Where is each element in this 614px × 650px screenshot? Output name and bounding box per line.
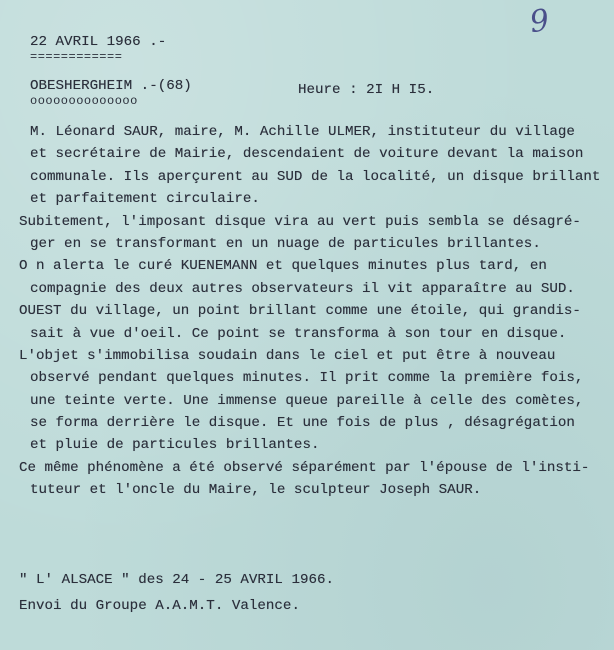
body-line: Ce même phénomène a été observé séparément par l'épouse de l'insti- <box>19 459 590 476</box>
body-line: communale. Ils aperçurent au SUD de la localité, un disque brillant <box>30 168 601 185</box>
body-line: se forma derrière le disque. Et une fois de plus , désagrégation <box>30 415 575 432</box>
body-line: et parfaitement circulaire. <box>30 191 260 208</box>
body-line: et secrétaire de Mairie, descendaient de voiture devant la maison <box>30 146 584 163</box>
body-line: compagnie des deux autres observateurs il vit apparaître au SUD. <box>30 280 575 297</box>
report-body <box>19 121 601 502</box>
handwritten-page-number: 9 <box>527 2 552 41</box>
body-line: tuteur et l'oncle du Maire, le sculpteur Joseph SAUR. <box>30 482 482 499</box>
body-line: ger en se transformant en un nuage de particules brillantes. <box>30 235 541 252</box>
report-location: OBESHERGHEIM .-(68) <box>30 78 192 94</box>
location-underline: oooooooooooooo <box>30 94 138 108</box>
body-line: O n alerta le curé KUENEMANN et quelques minutes plus tard, en <box>19 258 547 275</box>
report-time: Heure : 2I H I5. <box>298 82 435 98</box>
body-line: OUEST du village, un point brillant comme une étoile, qui grandis- <box>19 303 581 320</box>
newspaper-source: " L' ALSACE " des 24 - 25 AVRIL 1966. <box>19 572 335 588</box>
body-line: et pluie de particules brillantes. <box>30 437 320 454</box>
report-date: 22 AVRIL 1966 .- <box>30 34 167 50</box>
body-line: Subitement, l'imposant disque vira au vert puis sembla se désagré- <box>19 213 581 230</box>
date-underline: ============ <box>30 50 123 64</box>
sender-line: Envoi du Groupe A.A.M.T. Valence. <box>19 598 300 614</box>
body-line: M. Léonard SAUR, maire, M. Achille ULMER, instituteur du village <box>30 124 575 140</box>
body-line: L'objet s'immobilisa soudain dans le ciel et put être à nouveau <box>19 347 556 364</box>
body-line: une teinte verte. Une immense queue pareille à celle des comètes, <box>30 392 584 409</box>
body-line: sait à vue d'oeil. Ce point se transforma à son tour en disque. <box>30 325 567 342</box>
body-line: observé pendant quelques minutes. Il prit comme la première fois, <box>30 370 584 387</box>
